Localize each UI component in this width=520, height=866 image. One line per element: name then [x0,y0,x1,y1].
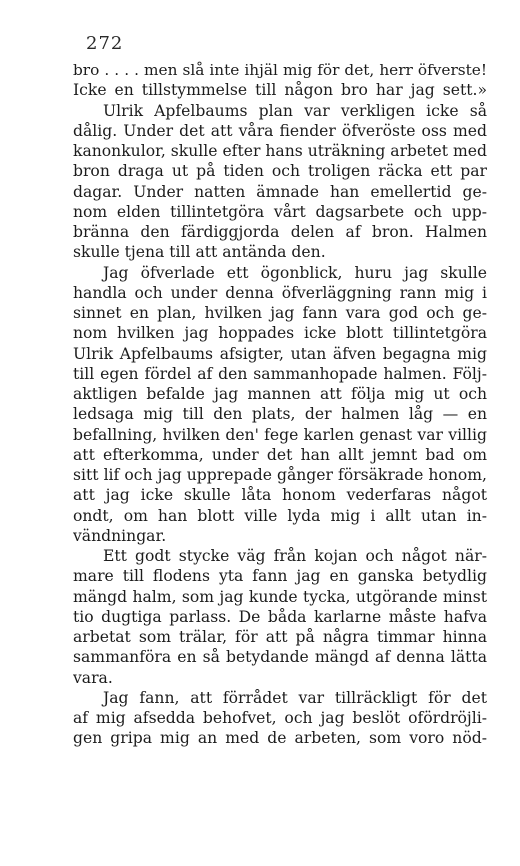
text-line: aktligen befalde jag mannen att följa mig ut och [73,385,487,403]
text-line: vändningar. [73,526,167,545]
text-line: att jag icke skulle låta honom vederfaras något [73,486,487,505]
text-line: Ett godt stycke väg från kojan och något när- [103,547,487,565]
text-line: skulle tjena till att antända den. [73,243,326,262]
text-line: af mig afsedda behofvet, och jag beslöt ofördröjli- [73,709,487,727]
text-line: befallning, hvilken den' fege karlen genast var villig [73,425,487,444]
text-line: mängd halm, som jag kunde tycka, utgörande minst [73,587,487,606]
text-line: till egen fördel af den sammanhopade halmen. Följ- [73,364,487,383]
text-line: Ulrik Apfelbaums afsigter, utan äfven begagna mig [73,344,487,363]
text-line: gen gripa mig an med de arbeten, som voro nöd- [73,729,487,748]
text-line: att efterkomma, under det han allt jemnt bad om [73,445,487,464]
text-line: mare till flodens yta fann jag en ganska betydlig [73,567,487,586]
text-line: arbetat som trälar, för att på några timmar hinna [73,628,487,646]
text-line: Jag öfverlade ett ögonblick, huru jag skulle [103,263,487,282]
text-line: bro . . . . men slå inte ihjäl mig för det, herr öfverste! [73,61,487,79]
text-line: ondt, om han blott ville lyda mig i allt utan in- [73,506,487,525]
text-line: ledsaga mig till den plats, der halmen låg — en [73,405,487,424]
text-line: bränna den färdiggjorda delen af bron. Halmen [73,223,487,241]
text-line: vara. [73,668,113,687]
text-line: tio dugtiga parlass. De båda karlarne måste hafva [73,607,487,626]
text-line: Ulrik Apfelbaums plan var verkligen icke så [103,101,487,120]
text-line: dagar. Under natten ämnade han emellertid ge- [73,182,487,201]
text-line: Jag fann, att förrådet var tillräckligt för det [103,688,487,707]
body-text [73,60,487,749]
text-line: handla och under denna öfverläggning rann mig i [73,283,487,302]
text-line: kanonkulor, skulle efter hans uträkning arbetet med [73,142,487,160]
text-line: sinnet en plan, hvilken jag fann vara god och ge- [73,304,487,322]
text-line: nom hvilken jag hoppades icke blott tillintetgöra [73,324,487,343]
text-line: dålig. Under det att våra fiender öfveröste oss med [73,121,487,140]
text-line: sitt lif och jag upprepade gånger försäkrade honom, [73,466,487,484]
page-number: 272 [86,33,124,54]
text-line: bron draga ut på tiden och troligen räcka ett par [73,162,487,181]
text-line: sammanföra en så betydande mängd af denna lätta [73,648,487,667]
text-line: Icke en tillstymmelse till någon bro har jag sett.» [73,81,487,100]
text-line: nom elden tillintetgöra vårt dagsarbete och upp- [73,202,487,221]
